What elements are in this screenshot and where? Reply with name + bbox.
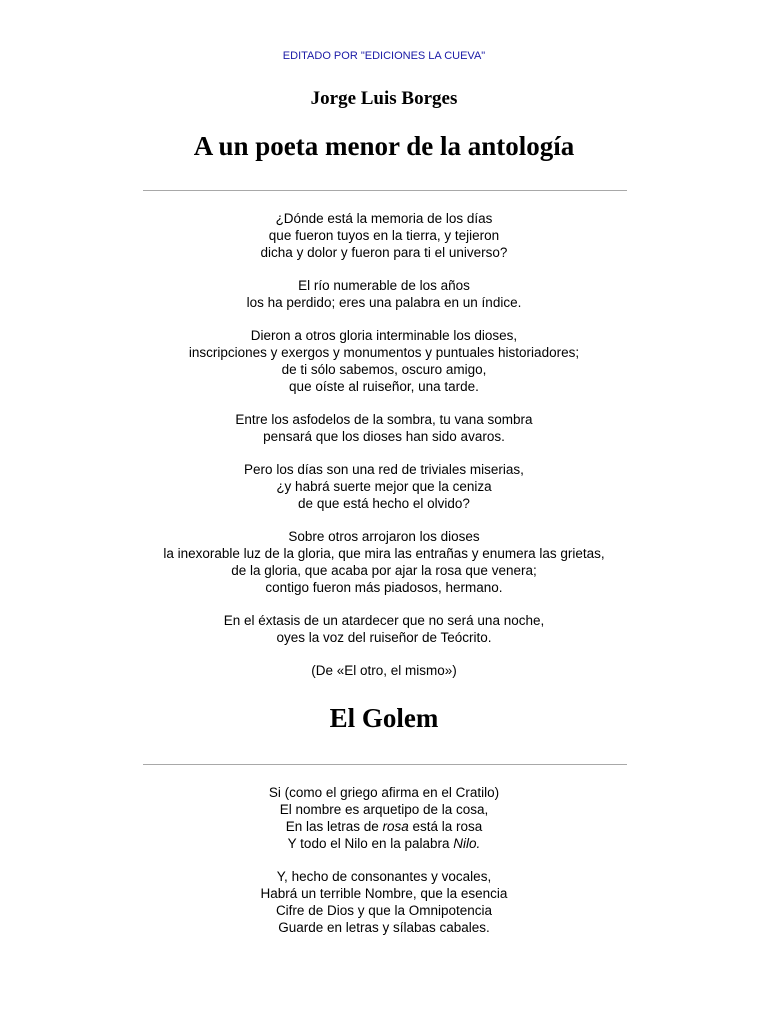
poem-line: ¿y habrá suerte mejor que la ceniza	[276, 479, 492, 494]
poem-2-body	[0, 784, 768, 952]
poem-title-2: El Golem	[329, 703, 439, 733]
line-text: Y todo el Nilo en la palabra	[287, 836, 454, 851]
stanza	[0, 327, 768, 395]
poem-line: que fueron tuyos en la tierra, y tejieron	[268, 228, 500, 243]
poem-line: de ti sólo sabemos, oscuro amigo,	[281, 362, 487, 377]
poem-line: Y, hecho de consonantes y vocales,	[276, 869, 492, 884]
stanza	[0, 784, 768, 852]
stanza	[0, 461, 768, 512]
stanza	[0, 612, 768, 646]
stanza	[0, 868, 768, 936]
poem-line	[0, 818, 768, 835]
poem-line: Habrá un terrible Nombre, que la esencia	[260, 886, 508, 901]
poem-line: Sobre otros arrojaron los dioses	[288, 529, 480, 544]
italic-word: Nilo.	[453, 836, 481, 851]
poem-line: Si (como el griego afirma en el Cratilo)	[268, 785, 500, 800]
poem-line: que oíste al ruiseñor, una tarde.	[289, 379, 479, 394]
poem-line: Cifre de Dios y que la Omnipotencia	[275, 903, 493, 918]
poem-line: El nombre es arquetipo de la cosa,	[279, 802, 489, 817]
stanza	[0, 528, 768, 596]
poem-line: Pero los días son una red de triviales miserias,	[244, 462, 524, 477]
poem-line: ¿Dónde está la memoria de los días	[275, 211, 493, 226]
publisher-credit: EDITADO POR "EDICIONES LA CUEVA"	[282, 50, 486, 62]
poem-line: pensará que los dioses han sido avaros.	[263, 429, 505, 444]
poem-line: Dieron a otros gloria interminable los dioses,	[250, 328, 518, 343]
poem-line: la inexorable luz de la gloria, que mira las entrañas y enumera las grietas,	[163, 546, 605, 561]
poem-line	[0, 835, 768, 852]
poem-line: de que está hecho el olvido?	[298, 496, 470, 511]
poem-title-1: A un poeta menor de la antología	[193, 131, 575, 161]
poem-line: Entre los asfodelos de la sombra, tu vana sombra	[235, 412, 533, 427]
line-text: está la rosa	[408, 819, 483, 834]
poem-source: (De «El otro, el mismo»)	[311, 663, 457, 678]
horizontal-rule-2	[143, 764, 627, 765]
poem-line: los ha perdido; eres una palabra en un índice.	[246, 295, 522, 310]
poem-line: Guarde en letras y sílabas cabales.	[278, 920, 490, 935]
poem-line: oyes la voz del ruiseñor de Teócrito.	[276, 630, 492, 645]
stanza	[0, 411, 768, 445]
poem-line: de la gloria, que acaba por ajar la rosa que venera;	[231, 563, 537, 578]
poem-line: El río numerable de los años	[298, 278, 470, 293]
author-name: Jorge Luis Borges	[310, 88, 458, 109]
poem-line: dicha y dolor y fueron para ti el universo?	[260, 245, 508, 260]
stanza	[0, 277, 768, 311]
horizontal-rule-1	[143, 190, 627, 191]
italic-word: rosa	[382, 819, 409, 834]
poem-line: inscripciones y exergos y monumentos y puntuales historiadores;	[188, 345, 580, 360]
line-text: En las letras de	[285, 819, 383, 834]
poem-line: En el éxtasis de un atardecer que no será una noche,	[223, 613, 545, 628]
poem-1-body	[0, 210, 768, 679]
stanza	[0, 210, 768, 261]
poem-line: contigo fueron más piadosos, hermano.	[265, 580, 503, 595]
